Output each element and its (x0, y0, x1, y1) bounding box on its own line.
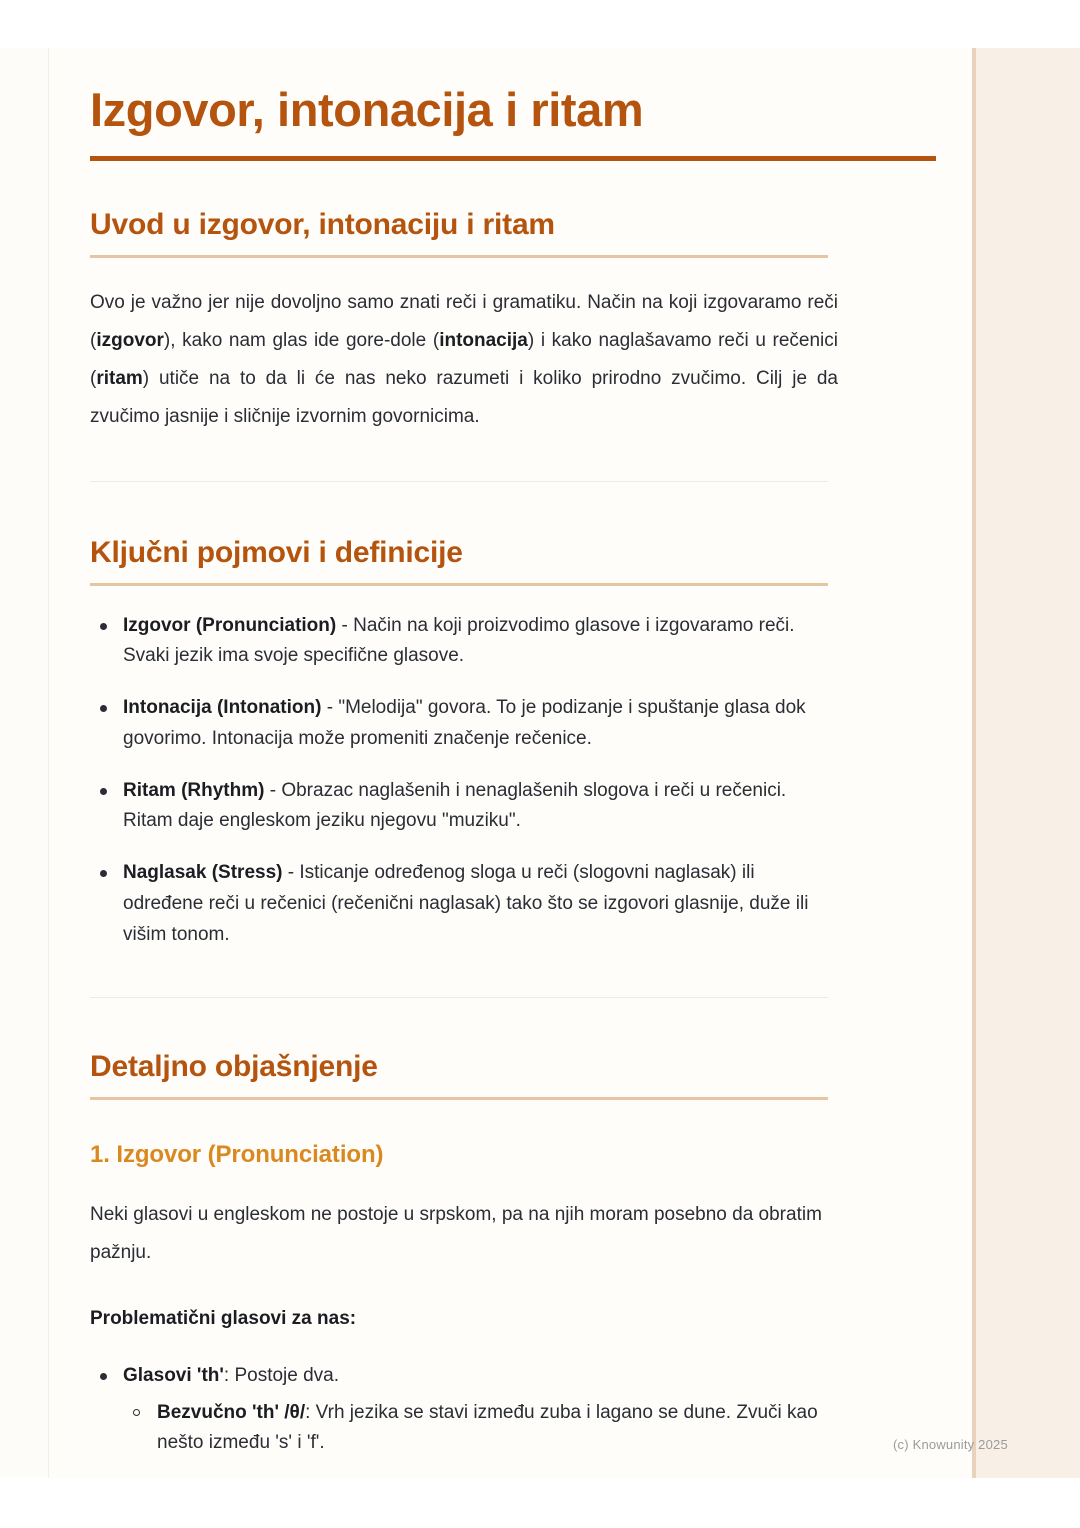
term-definition: : Postoje dva. (223, 1364, 340, 1386)
page-title: Izgovor, intonacija i ritam (90, 83, 644, 136)
list-item-text (123, 862, 808, 945)
problem-sounds-sublist (123, 1398, 838, 1460)
list-item (90, 693, 838, 755)
term-label: Naglasak (Stress) (123, 862, 283, 884)
problem-sounds-list (90, 1361, 838, 1459)
bullet-disc-icon (100, 705, 107, 712)
list-item (90, 611, 838, 673)
list-item-text (123, 615, 795, 667)
page-edge-band (972, 48, 1080, 1478)
term-definition: - Obrazac naglašenih i nenaglašenih slogova i reči u rečenici. Ritam daje engleskom jeziku njegovu "muziku". (123, 779, 787, 832)
list-item-text (123, 1365, 339, 1386)
list-item-text (123, 697, 806, 749)
bullet-circle-icon (133, 1409, 140, 1416)
sub-list-item (123, 1398, 838, 1460)
section-heading-detailed: Detaljno objašnjenje (90, 1049, 378, 1083)
section-heading-key-terms: Ključni pojmovi i definicije (90, 535, 463, 569)
term-label: Glasovi 'th' (123, 1364, 224, 1386)
section-heading-intro: Uvod u izgovor, intonaciju i ritam (90, 207, 555, 241)
sub-list-item-text (157, 1402, 818, 1454)
term-label: Ritam (Rhythm) (123, 779, 265, 801)
intro-text-4: ) utiče na to da li će nas neko razumeti i koliko prirodno zvučimo. Cilj je da zvučimo jasnije i sličnije izvornim govornicima. (90, 367, 838, 427)
subsection-heading-pronunciation: 1. Izgovor (Pronunciation) (90, 1140, 384, 1168)
subsection-paragraph: Neki glasovi u engleskom ne postoje u srpskom, pa na njih moram posebno da obratim pažnju. (90, 1203, 822, 1263)
list-item-text (123, 780, 786, 832)
intro-text-2: ), kako nam glas ide gore-dole ( (163, 329, 440, 351)
bullet-disc-icon (100, 623, 107, 630)
term-definition: - "Melodija" govora. To je podizanje i spuštanje glasa dok govorimo. Intonacija može promeniti značenje rečenice. (123, 697, 806, 749)
intro-paragraph (90, 284, 838, 436)
copyright-watermark: (c) Knowunity 2025 (893, 1437, 1008, 1452)
intro-text-1: Ovo je važno jer nije dovoljno samo znati reči i gramatiku. Način na koji izgovaramo reči ( (90, 291, 838, 351)
sub-term-definition: : Vrh jezika se stavi između zuba i lagano se dune. Zvuči kao nešto između 's' i 'f'. (157, 1401, 818, 1454)
bullet-disc-icon (100, 1373, 107, 1380)
list-item (90, 858, 838, 950)
intro-bold-intonacija: intonacija (439, 329, 528, 351)
intro-text-3: ) i kako naglašavamo reči u rečenici ( (90, 329, 839, 389)
intro-bold-ritam: ritam (96, 367, 143, 389)
document-content (90, 84, 838, 1467)
term-label: Izgovor (Pronunciation) (123, 614, 337, 636)
list-item (90, 776, 838, 838)
term-definition: - Isticanje određenog sloga u reči (slogovni naglasak) ili određene reči u rečenici (rečenični naglasak) tako što se izgovori glasnije, duže ili višim tonom. (123, 862, 809, 945)
bullet-disc-icon (100, 788, 107, 795)
list-item (90, 1361, 838, 1459)
term-label: Intonacija (Intonation) (123, 697, 322, 719)
key-terms-list (90, 611, 838, 951)
intro-bold-izgovor: izgovor (96, 329, 164, 351)
bullet-disc-icon (100, 870, 107, 877)
term-definition: - Način na koji proizvodimo glasove i izgovaramo reči. Svaki jezik ima svoje specifične glasove. (123, 614, 795, 667)
problem-sounds-lead: Problematični glasovi za nas: (90, 1307, 357, 1329)
sub-term-label: Bezvučno 'th' /θ/ (157, 1401, 306, 1423)
